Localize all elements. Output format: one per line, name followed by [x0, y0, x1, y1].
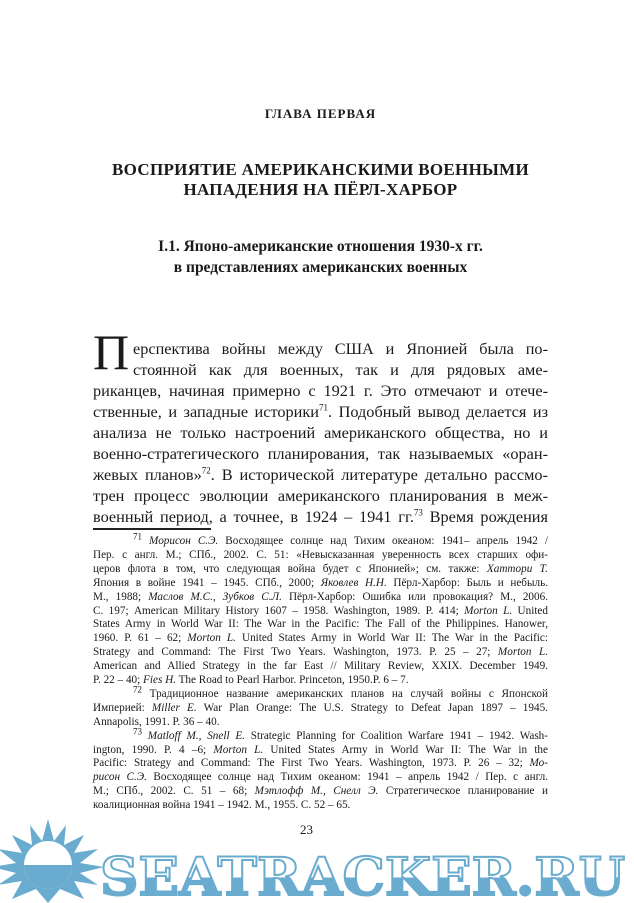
text: ственные, и западные историки [93, 402, 320, 421]
footnote-line: $^{73}$ Matloff M., Snell E. Strategic Planning for Coalition Warfare 1941 – 1942. Wash- [133, 725, 548, 742]
body-line: ерспектива войны между США и Японией была по- [133, 339, 548, 358]
chapter-title-line: НАПАДЕНИЯ НА ПЁРЛ-ХАРБОР [183, 180, 458, 199]
footnote-line: Пер. с англ. М.; СПб., 2002. С. 51: «Невысказанная уверенность всех старших офи- [93, 548, 548, 561]
text: . В исторической литературе детально рассмо- [210, 465, 548, 484]
footnote-line: Япония в войне 1941 – 1945. СПб., 2000; Яковлев Н.Н. Пёрл-Харбор: Быль и небыль. [93, 576, 548, 589]
seatracker-watermark-logo [0, 815, 634, 903]
footnote-line: $^{72}$ Традиционное название американских планов на случай войны с Японской [133, 684, 548, 700]
chapter-title [93, 160, 548, 200]
body-line: риканцев, начиная примерно с 1921 г. Это отмечают и отече- [93, 381, 548, 400]
section-title-line: в представлениях американских военных [173, 259, 468, 276]
body-line: стоянной как для военных, так и для рядовых аме- [133, 360, 548, 379]
footnote-line: P. 22 – 40; Fies H. The Road to Pearl Harbor. Princeton, 1950.P. 6 – 7. [93, 674, 409, 686]
footnote-line: церов флота в том, что следующая война будет с Японией»; см. также: Хаттори Т. [93, 562, 548, 575]
page-number: 23 [300, 822, 313, 837]
body-line [93, 401, 548, 422]
footnote-ref[interactable]: 73 [413, 507, 423, 518]
footnote-number: 72 [133, 684, 142, 695]
footnote-line: М., 1988; Маслов М.С., Зубков С.Л. Пёрл-Харбор: Ошибка или провокация? М., 2006. [93, 590, 549, 603]
footnote-ref[interactable]: 72 [201, 465, 211, 476]
footnote-number: 73 [133, 725, 142, 736]
footnote-line: рисон С.Э. Восходящее солнце над Тихим океаном: 1941 – апрель 1942 / Пер. с англ. [93, 771, 548, 784]
section-title [93, 236, 548, 278]
chapter-title-line: ВОСПРИЯТИЕ АМЕРИКАНСКИМИ ВОЕННЫМИ [112, 160, 529, 179]
text: жевых планов» [93, 465, 202, 484]
text: Время рождения [422, 507, 548, 526]
footnote-ref[interactable]: 71 [319, 402, 329, 413]
footnote-line: 1960. P. 61 – 62; Morton L. United States Army in World War II: The War in the Pacific: [93, 632, 548, 645]
footnote-line: М.; СПб., 2002. С. 51 – 68; Мэтлофф М., Снелл Э. Стратегическое планирование и [93, 785, 548, 798]
chapter-label: ГЛАВА ПЕРВАЯ [264, 106, 377, 121]
footnote-number: 71 [133, 531, 142, 542]
footnote-divider [93, 528, 211, 530]
text: военный период, а точнее, в 1924 – 1941 гг. [93, 507, 414, 526]
body-line [93, 506, 548, 527]
footnote-line: Annapolis, 1991. P. 36 – 40. [93, 715, 220, 728]
footnote-line: Strategy and Command: The First Two Years. Washington, 1973. P. 25 – 27; Morton L. [93, 646, 548, 659]
footnote-line: коалиционная война 1941 – 1942. М., 1955. С. 52 – 65. [93, 799, 351, 812]
footnote-line: С. 197; American Military History 1607 – 1958. Washington, 1989. P. 414; Morton L. United [93, 604, 548, 617]
body-line: анализа не только настроений американского общества, но и [93, 423, 548, 442]
body-line: трен процесс эволюции американского планирования в меж- [93, 486, 548, 505]
footnote-line: Pacific: Strategy and Command: The First Two Years. Washington, 1973. P. 26 – 32; Мо- [93, 757, 548, 770]
footnote-line: ington, 1990. P. 4 –6; Morton L. United States Army in World War II: The War in the [93, 743, 548, 756]
footnote-line: States Army in World War II: The War in the Pacific: The Fall of the Philippines. Hanower, [93, 618, 548, 631]
footnote-line: $^{71}$ Морисон С.Э. Восходящее солнце над Тихим океаном: 1941– апрель 1942 / [133, 531, 549, 547]
section-title-line: I.1. Японо-американские отношения 1930-х гг. [158, 238, 483, 255]
body-line [93, 464, 548, 485]
watermark-text: SEATRACKER.RU [100, 847, 625, 903]
drop-cap: П [93, 324, 130, 380]
text: . Подобный вывод делается из [328, 402, 549, 421]
footnote-line: Империей: Miller E. War Plan Orange: The U.S. Strategy to Defeat Japan 1897 – 1945. [93, 701, 548, 714]
footnote-line: American and Allied Strategy in the far East // Military Review, XXIX. December 1949. [93, 660, 548, 673]
body-line: военно-стратегического планирования, так называемых «оран- [93, 444, 548, 463]
